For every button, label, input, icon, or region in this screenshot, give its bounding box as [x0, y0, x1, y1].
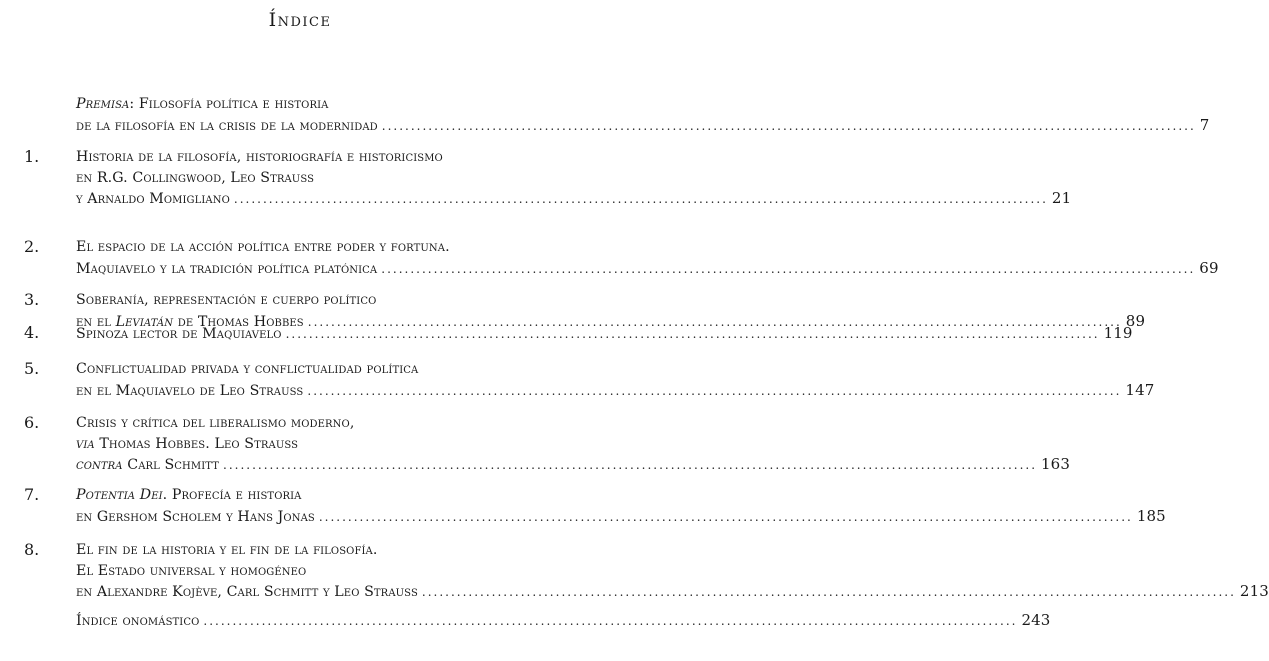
entry-title-text: [76, 324, 282, 345]
entry-title-line: [76, 506, 1166, 527]
entry-title: [76, 485, 1166, 526]
page-number: 243: [1021, 611, 1051, 629]
entry-title-line: [76, 290, 572, 311]
dot-leader: ............................................................................................................................................: [203, 614, 1018, 628]
italic-title-segment: via: [76, 435, 95, 452]
title-text-segment: Carl Schmitt: [122, 457, 219, 473]
entry-title-text: [76, 487, 302, 503]
title-text-segment: Thomas Hobbes. Leo Strauss: [94, 435, 299, 452]
entry-title: [76, 237, 1219, 278]
entry-title-line: [76, 147, 572, 168]
title-text-segment: El fin de la historia y el fin de la filosofía.: [76, 542, 378, 558]
title-text-segment: en R.G. Collingwood, Leo Strauss: [76, 169, 315, 186]
dot-leader: ............................................................................................................................................: [307, 383, 1122, 398]
entry-title-line: [76, 540, 572, 561]
entry-title: [76, 413, 1070, 475]
entry-title-text: [76, 96, 328, 112]
entry-title-line: [76, 168, 572, 189]
title-text-segment: Conflictualidad privada y conflictualidad política: [76, 361, 419, 377]
dot-leader: ............................................................................................................................................: [421, 585, 1236, 599]
title-text-segment: de la filosofía en la crisis de la modernidad: [76, 117, 378, 134]
dot-leader: ............................................................................................................................................: [381, 261, 1196, 276]
entry-number: 3.: [24, 290, 40, 309]
page-title: Índice: [268, 9, 332, 31]
title-text-segment: de Thomas Hobbes: [173, 313, 304, 330]
dot-leader: ............................................................................................................................................: [307, 314, 1122, 329]
entry-title-text: [76, 415, 354, 431]
page-number: 119: [1103, 324, 1133, 342]
entry-title: [76, 610, 1051, 631]
entry-title-line: [76, 115, 1210, 136]
title-text-segment: en Alexandre Kojève, Carl Schmitt y Leo Strauss: [76, 584, 418, 600]
entry-number: 4.: [24, 323, 40, 342]
entry-title-text: [76, 455, 219, 476]
entry-title-line: [76, 610, 1051, 631]
entry-title-text: [76, 239, 450, 255]
page-number: 185: [1136, 506, 1166, 525]
entry-title: [76, 323, 1133, 344]
entry-title-line: [76, 485, 572, 506]
entry-title-text: [76, 361, 418, 377]
italic-title-segment: contra: [76, 457, 123, 473]
entry-title-line: [76, 237, 572, 258]
dot-leader: ............................................................................................................................................: [233, 192, 1048, 206]
page-number: 213: [1239, 582, 1269, 600]
entry-title-line: [76, 454, 1070, 475]
dot-leader: ............................................................................................................................................: [318, 509, 1133, 524]
title-text-segment: Maquiavelo y la tradición política platónica: [76, 260, 378, 277]
italic-title-segment: Potentia Dei: [76, 487, 163, 503]
title-text-segment: en el: [76, 313, 116, 330]
title-text-segment: El espacio de la acción política entre poder y fortuna.: [76, 239, 450, 255]
title-text-segment: . Profecía e historia: [162, 487, 302, 503]
entry-title-line: [76, 380, 1155, 401]
entry-title: [76, 94, 1210, 135]
title-text-segment: en el Maquiavelo de Leo Strauss: [76, 382, 304, 399]
italic-title-segment: Premisa: [76, 96, 130, 112]
entry-title-text: [76, 116, 378, 137]
entry-title-text: [76, 582, 418, 603]
entry-title-line: [76, 258, 1219, 279]
dot-leader: ............................................................................................................................................: [285, 327, 1100, 341]
entry-title-text: [76, 436, 298, 452]
entry-title-line: [76, 581, 1269, 602]
entry-title-line: [76, 323, 1133, 344]
entry-title-line: [76, 561, 572, 582]
entry-title-text: [76, 542, 377, 558]
entry-title: [76, 359, 1155, 400]
entry-number: 1.: [24, 147, 40, 166]
entry-title-line: [76, 434, 572, 455]
page-number: 147: [1125, 380, 1155, 399]
entry-title-text: [76, 507, 315, 528]
title-text-segment: Índice onomástico: [76, 613, 200, 629]
page-number: 89: [1125, 311, 1146, 330]
page-number: 163: [1041, 455, 1070, 473]
entry-title-text: [76, 170, 314, 186]
italic-title-segment: Leviatán: [115, 313, 174, 330]
dot-leader: ............................................................................................................................................: [223, 458, 1038, 472]
entry-title-line: [76, 188, 1072, 209]
entry-number: 5.: [24, 359, 40, 378]
title-text-segment: en Gershom Scholem y Hans Jonas: [76, 508, 315, 525]
page-number: 7: [1199, 115, 1210, 134]
title-text-segment: Historia de la filosofía, historiografía e historicismo: [76, 149, 443, 165]
title-text-segment: : Filosofía política e historia: [129, 96, 329, 112]
entry-number: 7.: [24, 485, 40, 504]
entry-title-text: [76, 259, 377, 280]
entry-title-text: [76, 189, 230, 210]
entry-title-text: [76, 611, 199, 632]
entry-title: [76, 540, 1269, 602]
entry-title-line: [76, 359, 572, 380]
entry-number: 8.: [24, 540, 40, 559]
title-text-segment: El Estado universal y homogéneo: [76, 562, 307, 579]
title-text-segment: y Arnaldo Momigliano: [76, 191, 230, 207]
entry-title: [76, 147, 1072, 209]
title-text-segment: Spinoza lector de Maquiavelo: [76, 326, 282, 342]
entry-number: 6.: [24, 413, 40, 432]
entry-title-line: [76, 413, 572, 434]
entry-title-text: [76, 563, 306, 579]
dot-leader: ............................................................................................................................................: [381, 118, 1196, 133]
entry-number: 2.: [24, 237, 40, 256]
title-text-segment: Crisis y crítica del liberalismo moderno,: [76, 415, 355, 431]
entry-title-text: [76, 381, 303, 402]
entry-title-text: [76, 149, 443, 165]
page-number: 69: [1199, 258, 1219, 277]
entry-title-text: [76, 292, 376, 308]
page-number: 21: [1051, 189, 1072, 207]
entry-title-line: [76, 94, 572, 115]
title-text-segment: Soberanía, representación e cuerpo político: [76, 292, 377, 308]
